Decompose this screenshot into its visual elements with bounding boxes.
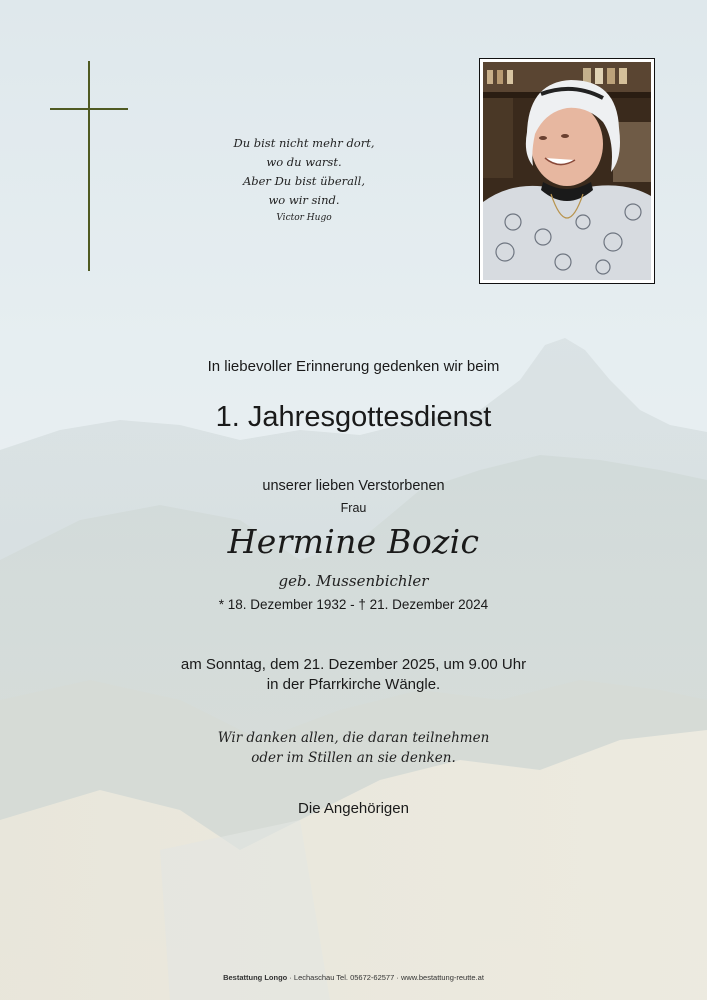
quote-line: Du bist nicht mehr dort, — [233, 136, 375, 150]
cross-icon — [50, 61, 128, 273]
subline-text: unserer lieben Verstorbenen — [262, 478, 445, 494]
intro-text: In liebevoller Erinnerung gedenken wir beim — [207, 358, 500, 375]
closing-signature: Die Angehörigen — [298, 800, 409, 817]
portrait-photo-frame — [479, 58, 655, 284]
service-location-line: in der Pfarrkirche Wängle. — [266, 676, 441, 693]
thanks-line: oder im Stillen an sie denken. — [251, 750, 456, 766]
memorial-quote — [200, 134, 408, 226]
life-dates: * 18. Dezember 1932 - † 21. Dezember 2024 — [218, 597, 489, 612]
service-details — [0, 655, 707, 695]
quote-author: Victor Hugo — [276, 213, 332, 223]
thanks-line: Wir danken allen, die daran teilnehmen — [217, 730, 490, 746]
deceased-name: Hermine Bozic — [227, 522, 480, 561]
thanks-text — [0, 728, 707, 768]
page-title: 1. Jahresgottesdienst — [215, 401, 492, 433]
footer-details: · Lechaschau Tel. 05672-62577 · www.bestattung-reutte.at — [287, 973, 484, 982]
footer-imprint — [0, 973, 707, 982]
maiden-name: geb. Mussenbichler — [278, 572, 429, 590]
quote-line: wo du warst. — [266, 155, 342, 169]
salutation-text: Frau — [340, 501, 367, 515]
quote-line: wo wir sind. — [268, 193, 340, 207]
quote-line: Aber Du bist überall, — [242, 174, 366, 188]
service-date-line: am Sonntag, dem 21. Dezember 2025, um 9.00 Uhr — [180, 656, 527, 673]
portrait-photo — [483, 62, 651, 280]
footer-company: Bestattung Longo — [223, 973, 288, 982]
